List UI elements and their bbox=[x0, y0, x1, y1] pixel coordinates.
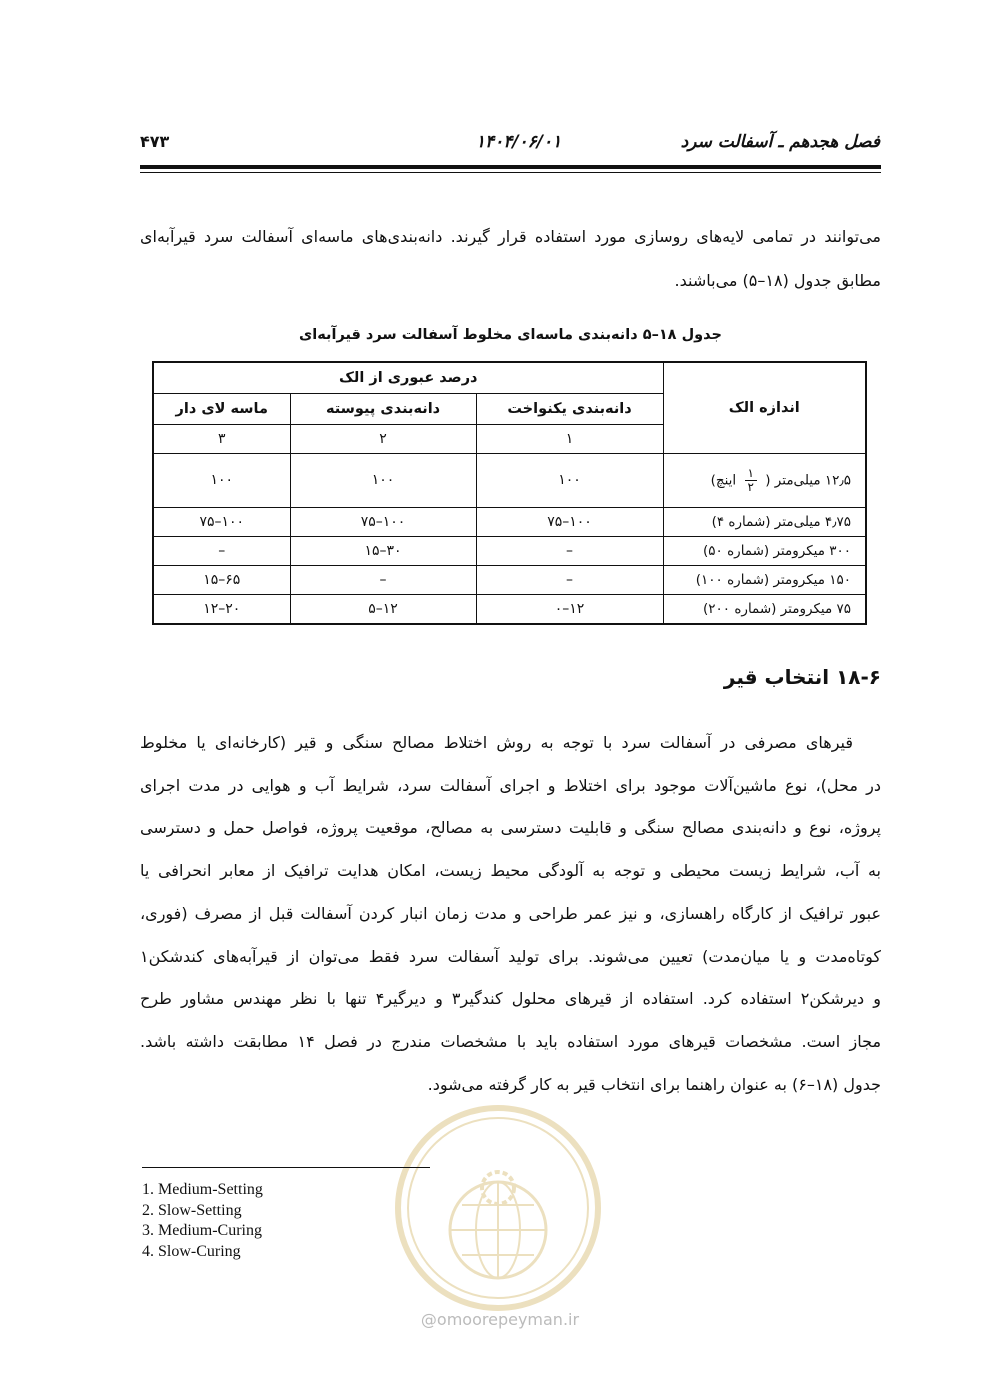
table-header-row bbox=[153, 362, 866, 393]
header-rule-thin bbox=[140, 172, 881, 173]
column-number: ۲ bbox=[290, 424, 476, 453]
footnote: 2. Slow-Setting bbox=[142, 1201, 242, 1219]
table-cell: – bbox=[476, 536, 663, 565]
sieve-size-cell: ۱۵۰ میکرومتر (شماره ۱۰۰) bbox=[663, 566, 866, 595]
fraction-denominator: ۲ bbox=[747, 479, 754, 494]
sieve-size-cell: ۷۵ میکرومتر (شماره ۲۰۰) bbox=[663, 595, 866, 624]
sieve-size-cell: ۴٫۷۵ میلی‌متر (شماره ۴) bbox=[663, 507, 866, 536]
table-row bbox=[153, 566, 866, 595]
table-cell: ۱۲–۵ bbox=[290, 595, 476, 624]
paragraph-line: مجاز است. مشخصات قیرهای مورد استفاده باید با مشخصات مندرج در فصل ۱۴ مطابقت داشته باشد. bbox=[140, 1031, 882, 1051]
table-cell: ۶۵–۱۵ bbox=[153, 566, 290, 595]
column-header: دانه‌بندی پیوسته bbox=[290, 393, 476, 424]
paragraph-line: و دیرشکن۲ استفاده کرد. استفاده از قیرهای محلول کندگیر۳ و دیرگیر۴ تنها با نظر مهندس مشاور طرح bbox=[140, 989, 882, 1009]
table-caption: جدول ۱۸–۵ دانه‌بندی ماسه‌ای مخلوط آسفالت سرد قیرآبه‌ای bbox=[298, 327, 722, 343]
section-heading: ۱۸-۶ انتخاب قیر bbox=[723, 665, 881, 689]
gradation-table bbox=[152, 361, 867, 625]
table-row bbox=[153, 595, 866, 624]
gear-globe-seal-icon bbox=[390, 1100, 606, 1316]
table-cell: ۱۲–۰ bbox=[476, 595, 663, 624]
table-cell: – bbox=[476, 566, 663, 595]
table-cell: ۲۰–۱۲ bbox=[153, 595, 290, 624]
table-cell: ۱۰۰–۷۵ bbox=[476, 507, 663, 536]
paragraph-line: قیرهای مصرفی در آسفالت سرد با توجه به روش اختلاط مصالح سنگی و قیر (کارخانه‌ای یا مخلوط bbox=[140, 733, 853, 752]
column-number: ۳ bbox=[153, 424, 290, 453]
table-row bbox=[153, 536, 866, 565]
running-header bbox=[140, 128, 880, 158]
table-cell: – bbox=[290, 566, 476, 595]
header-date: ۱۴۰۴/۰۶/۰۱ bbox=[475, 132, 562, 152]
paragraph-line: در محل)، نوع ماشین‌آلات موجود برای اختلاط و اجرای آسفالت سرد، شرایط آب و هوایی در مدت اجرای bbox=[140, 775, 881, 795]
column-header: ماسه لای دار bbox=[153, 393, 290, 424]
table-cell: ۱۰۰ bbox=[290, 454, 476, 507]
fraction-numerator: ۱ bbox=[745, 467, 757, 481]
footnote: 4. Slow-Curing bbox=[142, 1242, 241, 1260]
sieve-mm-text: ۱۲٫۵ میلی‌متر ( bbox=[765, 472, 852, 489]
table-cell: – bbox=[153, 536, 290, 565]
footnote: 3. Medium-Curing bbox=[142, 1222, 262, 1240]
sieve-size-cell: ۳۰۰ میکرومتر (شماره ۵۰) bbox=[663, 536, 866, 565]
table-cell: ۱۰۰ bbox=[476, 454, 663, 507]
table-cell: ۱۰۰–۷۵ bbox=[290, 507, 476, 536]
paragraph-line: عبور ترافیک از کارگاه راهسازی، و نیز عمر طراحی و مدت زمان انبار کردن آسفالت قبل از مصرف (فوری، bbox=[140, 903, 881, 923]
passing-percent-header: درصد عبوری از الک bbox=[153, 362, 663, 393]
footnote-rule bbox=[142, 1167, 430, 1168]
footnote: 1. Medium-Setting bbox=[142, 1181, 263, 1198]
paragraph-line: پروژه، نوع و دانه‌بندی مصالح سنگی و قابلیت دسترسی به مصالح، موقعیت پروژه، فواصل حمل و دسترسی bbox=[140, 818, 881, 838]
watermark-text: @omoorepeyman.ir bbox=[420, 1310, 580, 1329]
column-number: ۱ bbox=[476, 424, 663, 453]
paragraph-line: به آب، شرایط زیست محیطی و توجه به آلودگی محیط زیست، امکان هدایت ترافیک از معابر انحرافی یا bbox=[140, 861, 881, 881]
paragraph-line: کوتاه‌مدت و یا میان‌مدت) تعیین می‌شوند. برای تولید آسفالت سرد فقط می‌توان از قیرآبه‌های کندشکن۱ bbox=[140, 946, 881, 966]
paragraph-line: مطابق جدول (۱۸–۵) می‌باشند. bbox=[674, 271, 881, 290]
sieve-size-header: اندازه الک bbox=[663, 362, 866, 454]
column-header: دانه‌بندی یکنواخت bbox=[476, 393, 663, 424]
paragraph-line: جدول (۱۸–۶) به عنوان راهنما برای انتخاب قیر به کار گرفته می‌شود. bbox=[427, 1074, 881, 1094]
footnotes bbox=[142, 1180, 263, 1262]
page-number: ۴۷۳ bbox=[140, 132, 170, 151]
sieve-size-cell bbox=[663, 454, 866, 507]
chapter-title: فصل هجدهم ـ آسفالت سرد bbox=[680, 132, 880, 152]
header-rule-thick bbox=[140, 165, 881, 169]
body-paragraph bbox=[140, 722, 881, 1106]
table-row bbox=[153, 507, 866, 536]
table-cell: ۱۰۰–۷۵ bbox=[153, 507, 290, 536]
intro-paragraph bbox=[140, 215, 881, 303]
table-cell: ۱۰۰ bbox=[153, 454, 290, 507]
table-cell: ۳۰–۱۵ bbox=[290, 536, 476, 565]
paragraph-line: می‌توانند در تمامی لایه‌های روسازی مورد استفاده قرار گیرند. دانه‌بندی‌های ماسه‌ای آسفالت سرد قیرآبه‌ای bbox=[140, 227, 881, 246]
fraction bbox=[745, 467, 757, 494]
table-row bbox=[153, 454, 866, 507]
sieve-inch-text: اینچ) bbox=[710, 472, 737, 489]
